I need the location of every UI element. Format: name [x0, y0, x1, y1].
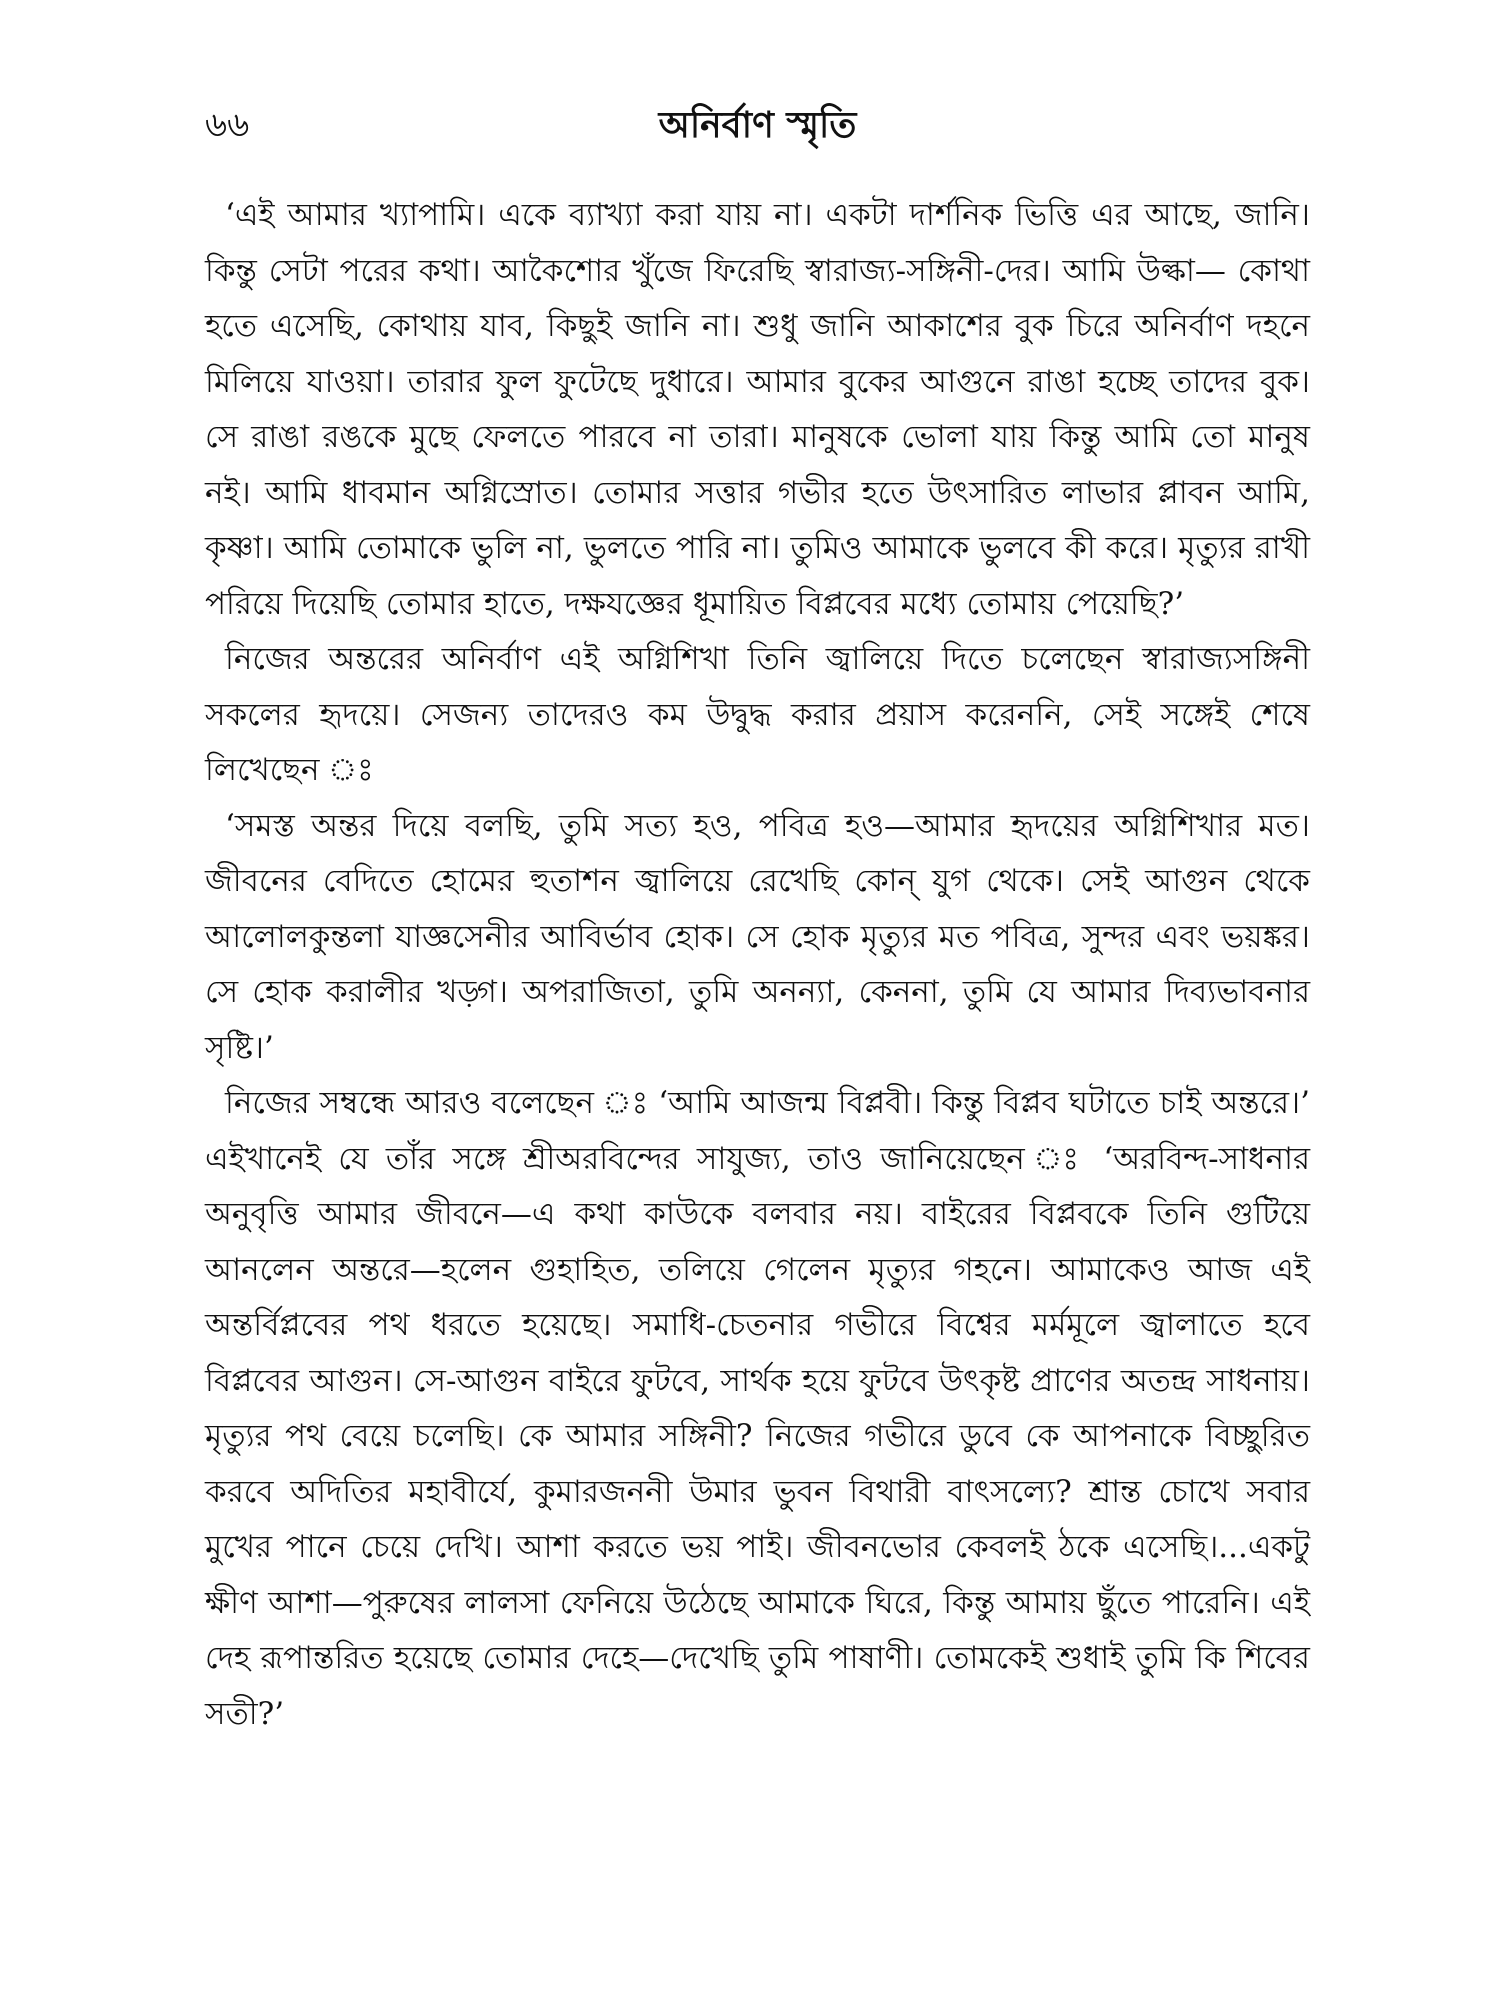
- running-title: অনির্বাণ স্মৃতি: [658, 104, 857, 146]
- paragraph: ‘এই আমার খ্যাপামি। একে ব্যাখ্যা করা যায় না। একটা দার্শনিক ভিত্তি এর আছে, জানি। কিন্তু সেটা পরের কথা। আকৈশোর খুঁজে ফিরেছি স্বারাজ্য-সঙ্গিনী-দের। আমি উল্কা— কোথা হতে এসেছি, কোথায় যাব, কিছুই জানি না। শুধু জানি আকাশের বুক চিরে অনির্বাণ দহনে মিলিয়ে যাওয়া। তারার ফুল ফুটেছে দুধারে। আমার বুকের আগুনে রাঙা হচ্ছে তাদের বুক। সে রাঙা রঙকে মুছে ফেলতে পারবে না তারা। মানুষকে ভোলা যায় কিন্তু আমি তো মানুষ নই। আমি ধাবমান অগ্নিস্রোত। তোমার সত্তার গভীর হতে উৎসারিত লাভার প্লাবন আমি, কৃষ্ণা। আমি তোমাকে ভুলি না, ভুলতে পারি না। তুমিও আমাকে ভুলবে কী করে। মৃত্যুর রাখী পরিয়ে দিয়েছি তোমার হাতে, দক্ষযজ্ঞের ধূমায়িত বিপ্লবের মধ্যে তোমায় পেয়েছি?’: [205, 197, 1310, 622]
- page-number: ৬৬: [205, 105, 250, 145]
- page-header: [205, 100, 1310, 160]
- body-text: [205, 188, 1310, 1742]
- book-page: [205, 100, 1310, 1960]
- paragraph: নিজের সম্বন্ধে আরও বলেছেন ঃ ‘আমি আজন্ম বিপ্লবী। কিন্তু বিপ্লব ঘটাতে চাই অন্তরে।’ এইখানেই যে তাঁর সঙ্গে শ্রীঅরবিন্দের সাযুজ্য, তাও জানিয়েছেন ঃ ‘অরবিন্দ-সাধনার অনুবৃত্তি আমার জীবনে—এ কথা কাউকে বলবার নয়। বাইরের বিপ্লবকে তিনি গুটিয়ে আনলেন অন্তরে—হলেন গুহাহিত, তলিয়ে গেলেন মৃত্যুর গহনে। আমাকেও আজ এই অন্তর্বিপ্লবের পথ ধরতে হয়েছে। সমাধি-চেতনার গভীরে বিশ্বের মর্মমূলে জ্বালাতে হবে বিপ্লবের আগুন। সে-আগুন বাইরে ফুটবে, সার্থক হয়ে ফুটবে উৎকৃষ্ট প্রাণের অতন্দ্র সাধনায়। মৃত্যুর পথ বেয়ে চলেছি। কে আমার সঙ্গিনী? নিজের গভীরে ডুবে কে আপনাকে বিচ্ছুরিত করবে অদিতির মহাবীর্যে, কুমারজননী উমার ভুবন বিথারী বাৎসল্যে? শ্রান্ত চোখে সবার মুখের পানে চেয়ে দেখি। আশা করতে ভয় পাই। জীবনভোর কেবলই ঠকে এসেছি।...একটু ক্ষীণ আশা—পুরুষের লালসা ফেনিয়ে উঠেছে আমাকে ঘিরে, কিন্তু আমায় ছুঁতে পারেনি। এই দেহ রূপান্তরিত হয়েছে তোমার দেহে—দেখেছি তুমি পাষাণী। তোমকেই শুধাই তুমি কি শিবের সতী?’: [205, 1085, 1310, 1732]
- paragraph: নিজের অন্তরের অনির্বাণ এই অগ্নিশিখা তিনি জ্বালিয়ে দিতে চলেছেন স্বারাজ্যসঙ্গিনী সকলের হৃদয়ে। সেজন্য তাদেরও কম উদ্বুদ্ধ করার প্রয়াস করেননি, সেই সঙ্গেই শেষে লিখেছেন ঃ: [205, 641, 1310, 788]
- paragraph: ‘সমস্ত অন্তর দিয়ে বলছি, তুমি সত্য হও, পবিত্র হও—আমার হৃদয়ের অগ্নিশিখার মত। জীবনের বেদিতে হোমের হুতাশন জ্বালিয়ে রেখেছি কোন্ যুগ থেকে। সেই আগুন থেকে আলোলকুন্তলা যাজ্ঞসেনীর আবির্ভাব হোক। সে হোক মৃত্যুর মত পবিত্র, সুন্দর এবং ভয়ঙ্কর। সে হোক করালীর খড়্গ। অপরাজিতা, তুমি অনন্যা, কেননা, তুমি যে আমার দিব্যভাবনার সৃষ্টি।’: [205, 807, 1310, 1066]
